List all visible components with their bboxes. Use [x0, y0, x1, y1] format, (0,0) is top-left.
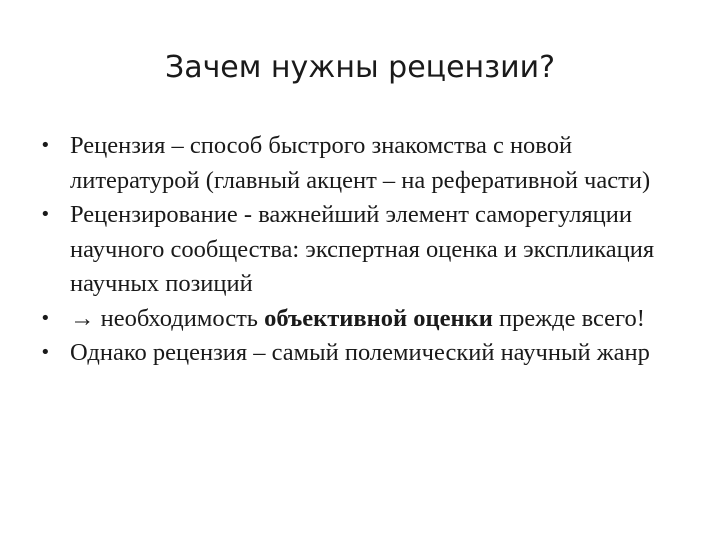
slide-title: Зачем нужны рецензии?: [164, 50, 556, 85]
bullet-text: Рецензия – способ быстрого знакомства с новой литературой (главный акцент – на реферативной части): [70, 132, 651, 194]
bullet-marker: •: [40, 342, 51, 363]
bullet-item: [40, 129, 680, 198]
bullet-text: Рецензирование - важнейший элемент саморегуляции научного сообщества: экспертная оценка и экспликация научных позиций: [70, 201, 655, 297]
bullet-text-prefix: → необходимость: [70, 304, 265, 332]
bullet-marker: •: [40, 307, 51, 329]
bullet-item: [40, 336, 680, 371]
bullet-text-emphasis: объективной оценки: [264, 304, 493, 332]
bullet-item: [40, 302, 680, 337]
bullet-text: Однако рецензия – самый полемический научный жанр: [70, 339, 650, 366]
bullet-item: [40, 198, 680, 302]
bullet-text-suffix: прежде всего!: [492, 304, 645, 332]
bullet-marker: •: [40, 135, 51, 156]
bullet-list: [40, 129, 680, 371]
bullet-marker: •: [40, 204, 51, 225]
